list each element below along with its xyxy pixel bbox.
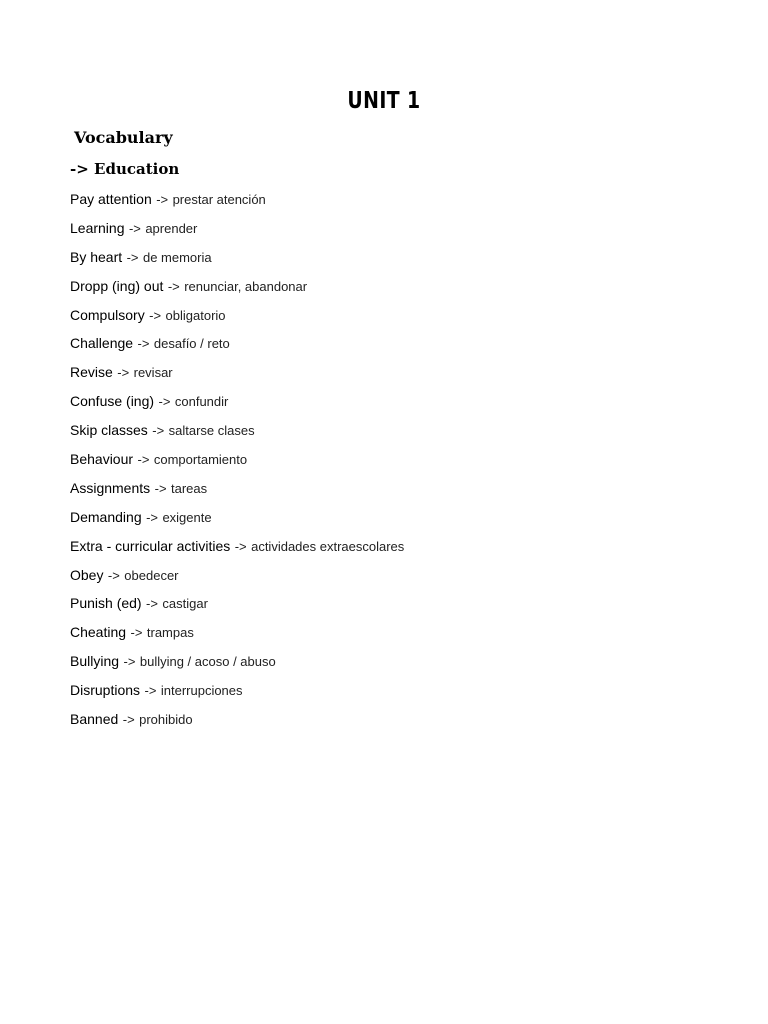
vocab-translation: de memoria [142,249,212,265]
vocab-term: Obey [70,566,104,583]
vocab-term: Extra - curricular activities [70,537,231,554]
arrow-separator: -> [149,307,162,323]
vocab-term: Demanding [70,508,142,525]
arrow-separator: -> [123,654,136,670]
arrow-separator: -> [154,480,167,496]
topic-subheading: -> Education [70,160,180,178]
arrow-separator: -> [152,423,165,439]
vocab-item [70,332,404,361]
vocab-item [70,506,404,535]
vocab-term: Assignments [70,479,151,496]
vocab-term: Bullying [70,653,120,670]
vocab-item [70,246,404,275]
vocab-translation: obligatorio [165,307,226,323]
vocab-translation: comportamiento [153,452,248,468]
arrow-separator: -> [146,509,158,525]
vocab-item [70,217,404,246]
vocab-term: Compulsory [70,306,145,323]
vocab-term: Skip classes [70,422,148,439]
vocab-item [70,708,404,737]
vocab-translation: confundir [174,394,229,410]
vocab-term: Disruptions [70,682,141,699]
vocab-term: Learning [70,219,125,236]
vocab-item [70,275,404,304]
arrow-separator: -> [122,712,135,728]
vocab-item [70,621,404,650]
vocab-translation: castigar [162,596,208,612]
vocab-item [70,564,404,593]
vocab-translation: desafío / reto [153,336,230,352]
vocab-term: Confuse (ing) [70,393,155,410]
arrow-separator: -> [117,365,130,381]
vocab-translation: revisar [133,365,173,381]
section-heading: Vocabulary [74,128,173,147]
vocab-term: Pay attention [70,191,152,207]
vocab-term: Punish (ed) [70,595,142,612]
arrow-separator: -> [234,538,247,554]
vocabulary-list [70,188,404,737]
arrow-separator: -> [137,336,150,352]
vocab-item [70,390,404,419]
vocab-item [70,650,404,679]
vocab-translation: aprender [145,220,198,236]
vocab-item [70,188,404,217]
vocab-item [70,592,404,621]
unit-title: UNIT 1 [347,88,421,114]
vocab-term: Cheating [70,624,127,641]
vocab-term: Challenge [70,335,134,352]
vocab-translation: prestar atención [172,192,266,207]
arrow-separator: -> [144,683,157,699]
vocab-translation: trampas [146,625,194,641]
vocab-item [70,477,404,506]
arrow-separator: -> [167,278,180,294]
arrow-separator: -> [137,452,150,468]
vocab-item [70,679,404,708]
arrow-separator: -> [126,249,139,265]
vocab-translation: prohibido [139,712,193,728]
vocab-item [70,535,404,564]
vocab-translation: saltarse clases [168,423,255,439]
vocab-translation: actividades extraescolares [251,538,405,554]
arrow-separator: -> [146,596,158,612]
vocab-translation: bullying / acoso / abuso [139,654,276,670]
vocab-term: Banned [70,711,119,728]
vocab-translation: obedecer [124,567,179,583]
vocab-translation: tareas [170,480,208,496]
vocab-item [70,304,404,333]
vocab-term: By heart [70,248,123,265]
arrow-separator: -> [130,625,143,641]
vocab-term: Behaviour [70,451,134,468]
vocab-translation: interrupciones [160,683,243,699]
arrow-separator: -> [128,220,141,236]
arrow-separator: -> [107,567,120,583]
vocab-item [70,361,404,390]
arrow-separator: -> [158,394,171,410]
vocab-item [70,448,404,477]
vocab-translation: exigente [162,509,212,525]
arrow-separator: -> [156,192,169,207]
vocab-term: Dropp (ing) out [70,277,164,294]
vocab-item [70,419,404,448]
vocab-term: Revise [70,364,113,381]
vocab-translation: renunciar, abandonar [184,278,308,294]
